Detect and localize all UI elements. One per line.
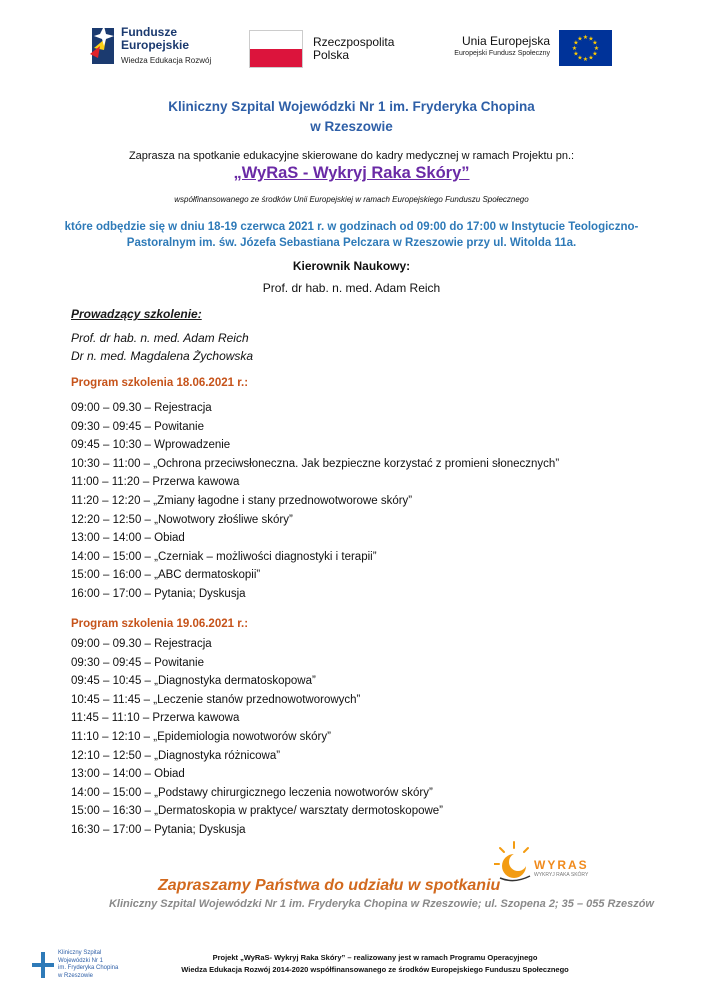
schedule-item: 16:30 – 17:00 – Pytania; Dyskusja [71,823,246,836]
schedule-item: 11:00 – 11:20 – Przerwa kawowa [71,476,240,489]
svg-text:★: ★ [577,35,583,43]
wyras-logo: WYRAS WYKRYJ RAKA SKÓRY [494,838,614,888]
schedule-item: 15:00 – 16:30 – „Dermatoskopia w praktyce/ warsztaty dermotoskopowe” [71,805,444,818]
schedule-item: 16:00 – 17:00 – Pytania; Dyskusja [71,587,246,600]
svg-text:★: ★ [582,56,589,63]
invitation-text: Zaprasza na spotkanie edukacyjne skierowane do kadry medycznej w ramach Projektu pn.: [128,150,575,162]
schedule-item: 11:20 – 12:20 – „Zmiany łagodne i stany przednowotworowe skóry” [71,494,413,507]
footer-note: Projekt „WyRaS- Wykryj Raka Skóry” – realizowany jest w ramach Programu Operacyjnego Wiedza Edukacja Rozwój 2014-2020 współfinansowanego ze środków Europejskiego Funduszu Społecznego [181,953,569,974]
schedule-item: 09:45 – 10:30 – Wprowadzenie [71,439,231,452]
svg-text:★: ★ [592,39,598,47]
leader-1: Prof. dr hab. n. med. Adam Reich [71,331,249,345]
schedule-item: 09:00 – 09.30 – Rejestracja [71,402,212,414]
schedule-item: 09:00 – 09.30 – Rejestracja [71,638,212,650]
polish-flag-icon [249,30,303,68]
hospital-cross-icon [30,950,56,980]
schedule-item: 13:00 – 14:00 – Obiad [71,532,185,545]
schedule-item: 09:30 – 09:45 – Powitanie [71,420,204,433]
schedule-item: 14:00 – 15:00 – „Podstawy chirurgicznego leczenia nowotworów skóry” [71,786,433,799]
svg-text:★: ★ [592,50,598,58]
schedule-item: 09:45 – 10:45 – „Diagnostyka dermatoskopowa” [71,675,316,688]
schedule-item: 13:00 – 14:00 – Obiad [71,768,185,781]
svg-text:★: ★ [573,39,579,47]
cofinance-note: współfinansowanego ze środków Unii Europejskiej w ramach Europejskiego Funduszu Społecznego [174,195,529,204]
svg-text:★: ★ [573,50,579,58]
program-day2-list [71,635,443,840]
hospital-logo: Kliniczny Szpital Wojewódzki Nr 1 im. Fryderyka Chopina w Rzeszowie [30,950,120,990]
closing-invitation: Zapraszamy Państwa do udziału w spotkaniu [158,877,501,894]
manager-label: Kierownik Naukowy: [292,259,411,273]
project-name: „WyRaS - Wykryj Raka Skóry” [233,164,470,182]
manager-name: Prof. dr hab. n. med. Adam Reich [262,281,441,295]
leaders-label: Prowadzący szkolenie: [71,307,202,321]
fundusze-europejskie-logo: Fundusze Europejskie Wiedza Edukacja Rozwój [88,24,228,72]
fe-star-icon [88,24,118,68]
schedule-item: 11:45 – 11:10 – Przerwa kawowa [71,712,240,725]
schedule-item: 14:00 – 15:00 – „Czerniak – możliwości diagnostyki i terapii” [71,550,377,563]
hospital-address: Kliniczny Szpital Wojewódzki Nr 1 im. Fryderyka Chopina w Rzeszowie; ul. Szopena 2; 35 – 055 Rzeszów [108,898,654,910]
schedule-item: 12:20 – 12:50 – „Nowotwory złośliwe skóry” [71,513,293,526]
svg-text:★: ★ [588,54,594,62]
unia-europejska-logo: Unia Europejska Europejski Fundusz Społeczny ★ ★ ★ ★ ★ ★ ★ ★ ★ ★ ★ ★ [435,30,615,70]
program-day1-title: Program szkolenia 18.06.2021 r.: [71,377,249,389]
leader-2: Dr n. med. Magdalena Żychowska [71,349,254,363]
event-details: które odbędzie się w dniu 18-19 czerwca 2021 r. w godzinach od 09:00 do 17:00 w Instytucie Teologiczno- Pastoralnym im. św. Józefa Sebastiana Pelczara w Rzeszowie przy ul. Witolda 11a. [64,221,639,249]
svg-text:★: ★ [582,34,589,41]
schedule-item: 11:10 – 12:10 – „Epidemiologia nowotworów skóry” [71,730,331,743]
svg-text:★: ★ [588,35,594,43]
schedule-item: 09:30 – 09:45 – Powitanie [71,656,204,669]
rzeczpospolita-polska-logo: Rzeczpospolita Polska [249,30,419,70]
schedule-item: 10:30 – 11:00 – „Ochrona przeciwsłoneczna. Jak bezpieczne korzystać z promieni słonecznych” [71,457,560,470]
program-day2-title: Program szkolenia 19.06.2021 r.: [71,618,249,630]
program-day1-list [71,399,559,604]
svg-text:★: ★ [593,45,600,52]
svg-text:★: ★ [577,54,583,62]
eu-flag-icon [559,30,612,66]
svg-text:★: ★ [571,45,578,52]
hospital-name: Kliniczny Szpital Wojewódzki Nr 1 im. Fryderyka Chopina w Rzeszowie [168,99,535,134]
schedule-item: 10:45 – 11:45 – „Leczenie stanów przednowotworowych” [71,693,361,706]
schedule-item: 12:10 – 12:50 – „Diagnostyka różnicowa” [71,749,281,762]
schedule-item: 15:00 – 16:00 – „ABC dermatoskopii” [71,569,261,582]
